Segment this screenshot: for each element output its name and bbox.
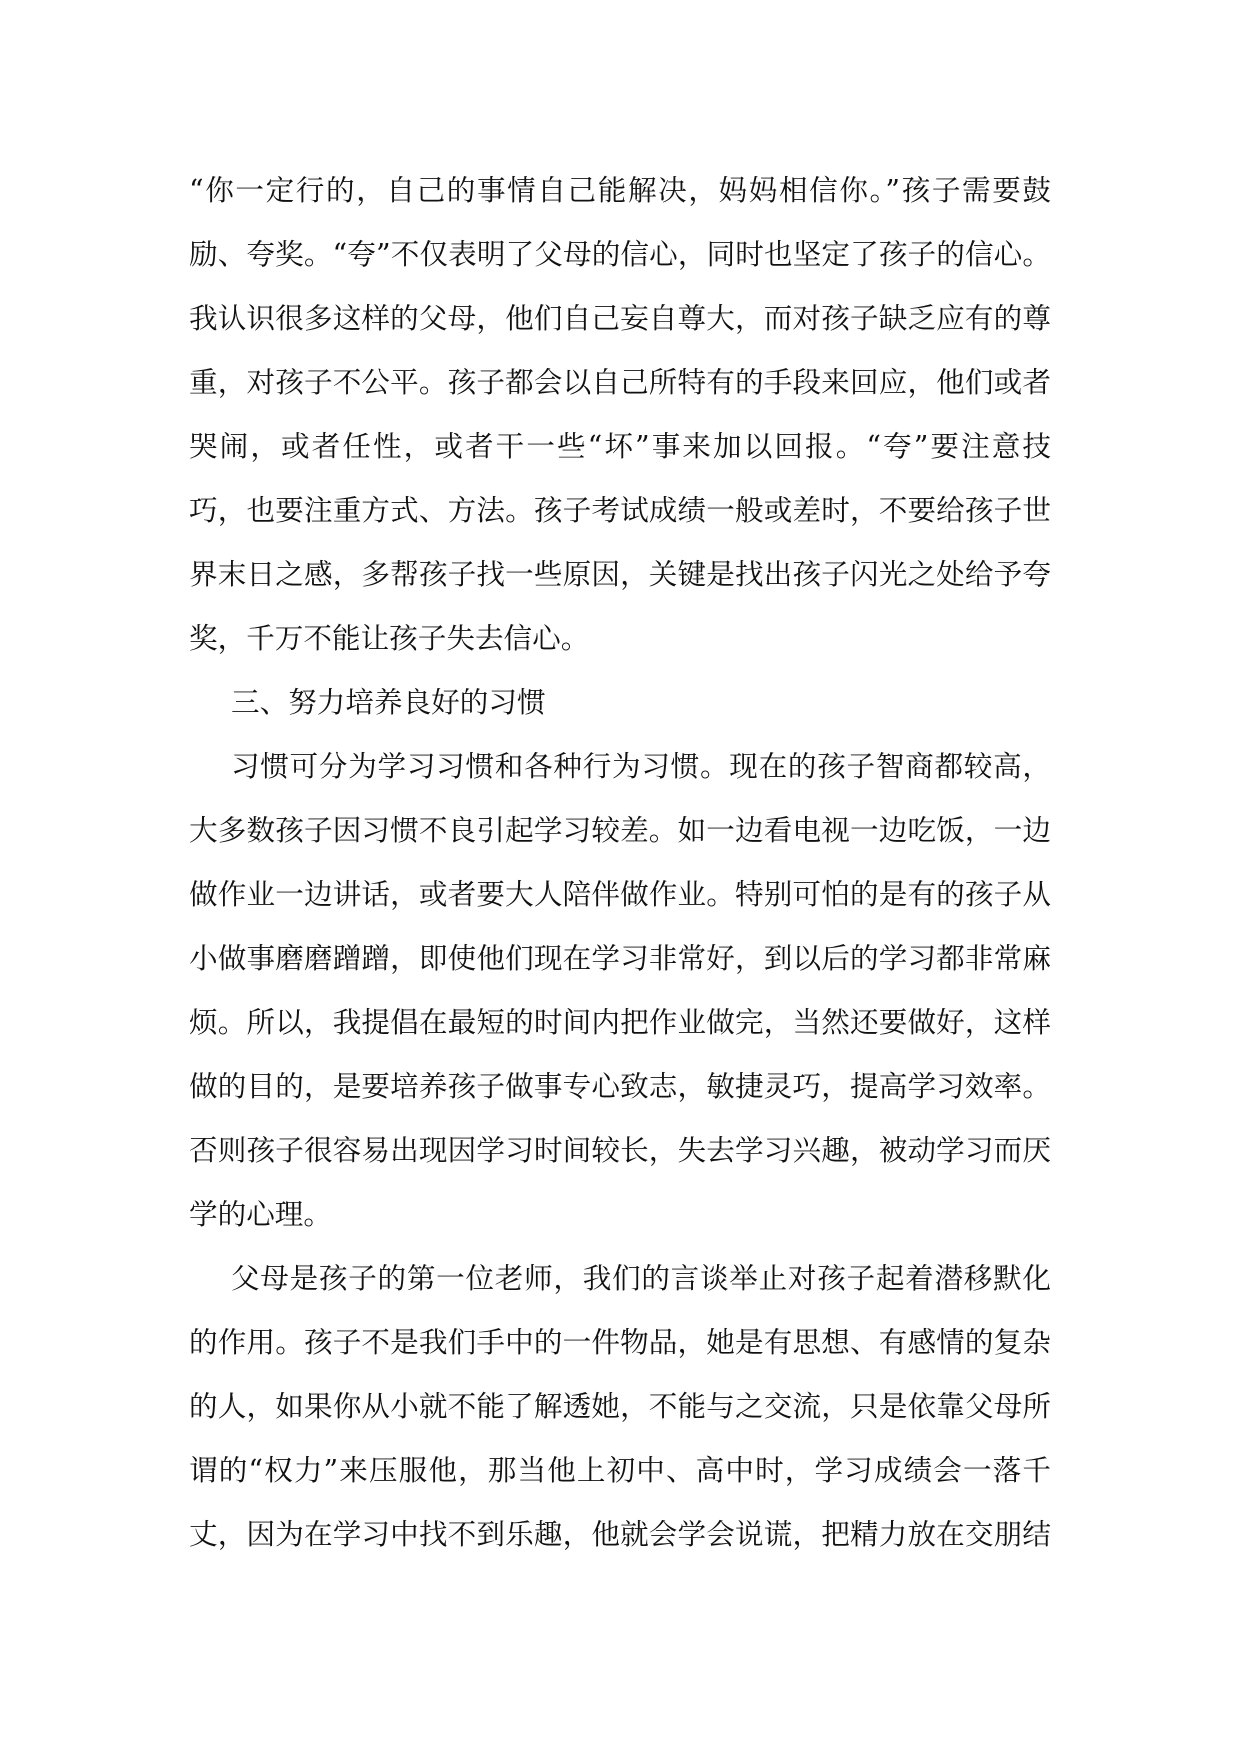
- paragraph-line: 的作用。孩子不是我们手中的一件物品，她是有思想、有感情的复杂: [189, 1325, 1051, 1359]
- paragraph-line: 重，对孩子不公平。孩子都会以自己所特有的手段来回应，他们或者: [189, 365, 1051, 399]
- paragraph-line: 的人，如果你从小就不能了解透她，不能与之交流，只是依靠父母所: [189, 1389, 1051, 1423]
- paragraph-line: 父母是孩子的第一位老师，我们的言谈举止对孩子起着潜移默化: [231, 1261, 1051, 1295]
- paragraph-line: 丈，因为在学习中找不到乐趣，他就会学会说谎，把精力放在交朋结: [189, 1517, 1051, 1551]
- section-heading: 三、努力培养良好的习惯: [231, 685, 546, 719]
- paragraph-line: “你一定行的，自己的事情自己能解决，妈妈相信你。”孩子需要鼓: [189, 173, 1051, 207]
- paragraph-line: 巧，也要注重方式、方法。孩子考试成绩一般或差时，不要给孩子世: [189, 493, 1051, 527]
- paragraph-line: 励、夸奖。“夸”不仅表明了父母的信心，同时也坚定了孩子的信心。: [189, 237, 1051, 271]
- paragraph-line: 哭闹，或者任性，或者干一些“坏”事来加以回报。“夸”要注意技: [189, 429, 1051, 463]
- paragraph-line: 我认识很多这样的父母，他们自己妄自尊大，而对孩子缺乏应有的尊: [189, 301, 1051, 335]
- document-body: [189, 158, 1051, 1566]
- paragraph-line: 小做事磨磨蹭蹭，即使他们现在学习非常好，到以后的学习都非常麻: [189, 941, 1051, 975]
- paragraph-line: 习惯可分为学习习惯和各种行为习惯。现在的孩子智商都较高，: [231, 749, 1051, 783]
- paragraph-line: 做作业一边讲话，或者要大人陪伴做作业。特别可怕的是有的孩子从: [189, 877, 1051, 911]
- paragraph-line: 谓的“权力”来压服他，那当他上初中、高中时，学习成绩会一落千: [189, 1453, 1051, 1487]
- paragraph-line: 大多数孩子因习惯不良引起学习较差。如一边看电视一边吃饭，一边: [189, 813, 1051, 847]
- paragraph-line: 烦。所以，我提倡在最短的时间内把作业做完，当然还要做好，这样: [189, 1005, 1051, 1039]
- paragraph-line: 奖，千万不能让孩子失去信心。: [189, 621, 590, 655]
- paragraph-line: 否则孩子很容易出现因学习时间较长，失去学习兴趣，被动学习而厌: [189, 1133, 1051, 1167]
- paragraph-line: 界末日之感，多帮孩子找一些原因，关键是找出孩子闪光之处给予夸: [189, 557, 1051, 591]
- paragraph-line: 学的心理。: [189, 1197, 332, 1231]
- paragraph-line: 做的目的，是要培养孩子做事专心致志，敏捷灵巧，提高学习效率。: [189, 1069, 1051, 1103]
